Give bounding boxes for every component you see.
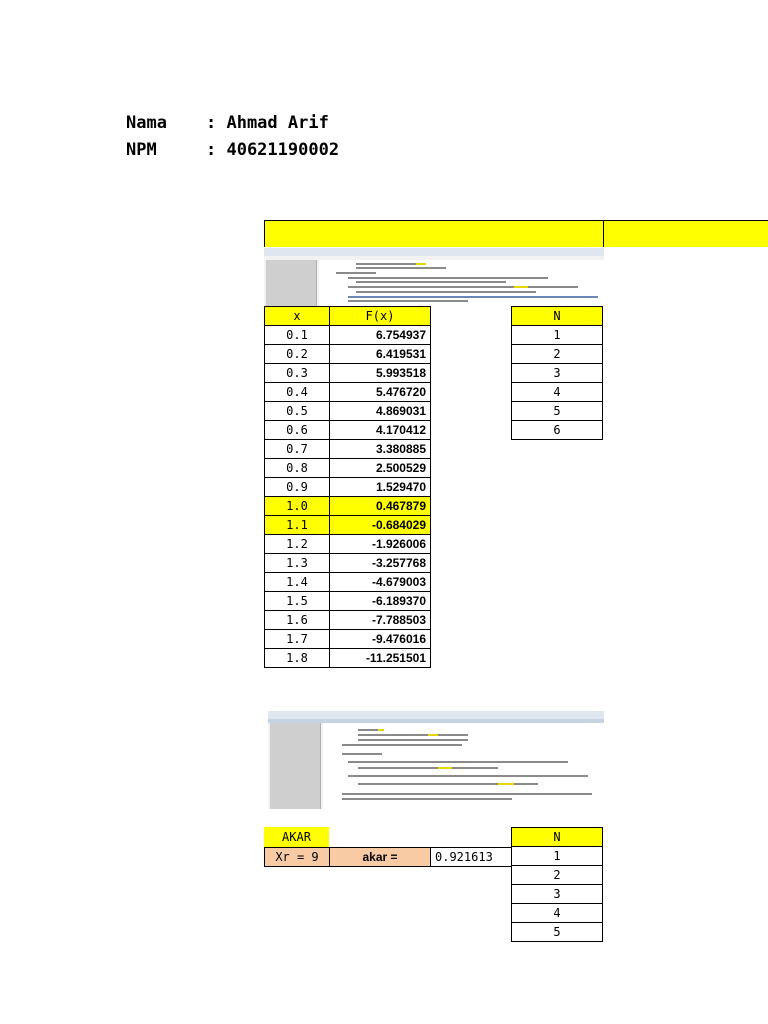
akar-row: [264, 847, 512, 867]
table-row: [512, 383, 603, 402]
npm-value: : 40621190002: [206, 140, 340, 160]
table-row: [265, 516, 431, 535]
fx-cell: -4.679003: [330, 573, 431, 592]
table-row: [265, 421, 431, 440]
n-header: N: [512, 307, 603, 326]
x-cell: 0.8: [265, 459, 330, 478]
table-row: [265, 383, 431, 402]
x-cell: 0.4: [265, 383, 330, 402]
table-row: [265, 478, 431, 497]
table-row: [512, 847, 603, 866]
table-row: [512, 923, 603, 942]
fx-cell: 0.467879: [330, 497, 431, 516]
screenshot-thumbnail-1: [264, 248, 604, 306]
n-table-1: [511, 306, 603, 440]
fx-cell: -3.257768: [330, 554, 431, 573]
fx-cell: -1.926006: [330, 535, 431, 554]
table-row: [265, 364, 431, 383]
fx-cell: 3.380885: [330, 440, 431, 459]
x-cell: 0.9: [265, 478, 330, 497]
fx-cell: 1.529470: [330, 478, 431, 497]
name-line: [126, 112, 329, 134]
table-row: [265, 592, 431, 611]
table-row: [265, 649, 431, 668]
name-value: : Ahmad Arif: [206, 113, 329, 133]
x-cell: 1.3: [265, 554, 330, 573]
fx-cell: -6.189370: [330, 592, 431, 611]
fx-cell: -7.788503: [330, 611, 431, 630]
npm-line: [126, 139, 339, 161]
akar-value: 0.921613: [431, 848, 512, 867]
table-row: [265, 554, 431, 573]
akar-eq-label: akar =: [330, 848, 431, 867]
table-row: [265, 497, 431, 516]
x-cell: 1.5: [265, 592, 330, 611]
n-cell: 3: [512, 885, 603, 904]
table-row: [265, 345, 431, 364]
x-cell: 1.0: [265, 497, 330, 516]
fx-cell: 4.170412: [330, 421, 431, 440]
x-cell: 1.6: [265, 611, 330, 630]
n-cell: 4: [512, 383, 603, 402]
screenshot-thumbnail-2: [268, 711, 604, 809]
x-cell: 0.7: [265, 440, 330, 459]
table-row: [512, 326, 603, 345]
table-row: [512, 345, 603, 364]
col-header-x: x: [265, 307, 330, 326]
npm-label: NPM: [126, 140, 157, 160]
n-table-2: [511, 827, 603, 942]
fx-cell: -0.684029: [330, 516, 431, 535]
x-cell: 0.5: [265, 402, 330, 421]
x-cell: 1.4: [265, 573, 330, 592]
table-row: [512, 904, 603, 923]
table-row: [265, 440, 431, 459]
akar-label: AKAR: [264, 827, 329, 847]
n-cell: 6: [512, 421, 603, 440]
n-cell: 3: [512, 364, 603, 383]
name-label: Nama: [126, 113, 167, 133]
table-row: [265, 630, 431, 649]
x-cell: 0.3: [265, 364, 330, 383]
col-header-fx: F(x): [330, 307, 431, 326]
x-cell: 1.1: [265, 516, 330, 535]
fx-cell: 6.419531: [330, 345, 431, 364]
table-row: [265, 459, 431, 478]
n-cell: 1: [512, 326, 603, 345]
yellow-banner: [264, 220, 768, 247]
x-cell: 1.7: [265, 630, 330, 649]
x-cell: 0.1: [265, 326, 330, 345]
table-row: [265, 573, 431, 592]
fx-cell: 6.754937: [330, 326, 431, 345]
fx-cell: -9.476016: [330, 630, 431, 649]
n-cell: 2: [512, 866, 603, 885]
x-cell: 0.6: [265, 421, 330, 440]
fx-cell: 2.500529: [330, 459, 431, 478]
table-row: [265, 535, 431, 554]
x-cell: 1.2: [265, 535, 330, 554]
fx-cell: 4.869031: [330, 402, 431, 421]
table-row: [265, 611, 431, 630]
table-row: [265, 402, 431, 421]
n-cell: 4: [512, 904, 603, 923]
fx-cell: 5.993518: [330, 364, 431, 383]
fx-table: [264, 306, 431, 668]
xr-cell: Xr = 9: [265, 848, 330, 867]
fx-cell: -11.251501: [330, 649, 431, 668]
fx-cell: 5.476720: [330, 383, 431, 402]
x-cell: 1.8: [265, 649, 330, 668]
n-header: N: [512, 828, 603, 847]
table-row: [512, 885, 603, 904]
table-row: [512, 364, 603, 383]
table-row: [512, 866, 603, 885]
x-cell: 0.2: [265, 345, 330, 364]
table-row: [512, 402, 603, 421]
n-cell: 5: [512, 923, 603, 942]
table-row: [265, 326, 431, 345]
n-cell: 1: [512, 847, 603, 866]
n-cell: 2: [512, 345, 603, 364]
table-row: [512, 421, 603, 440]
n-cell: 5: [512, 402, 603, 421]
